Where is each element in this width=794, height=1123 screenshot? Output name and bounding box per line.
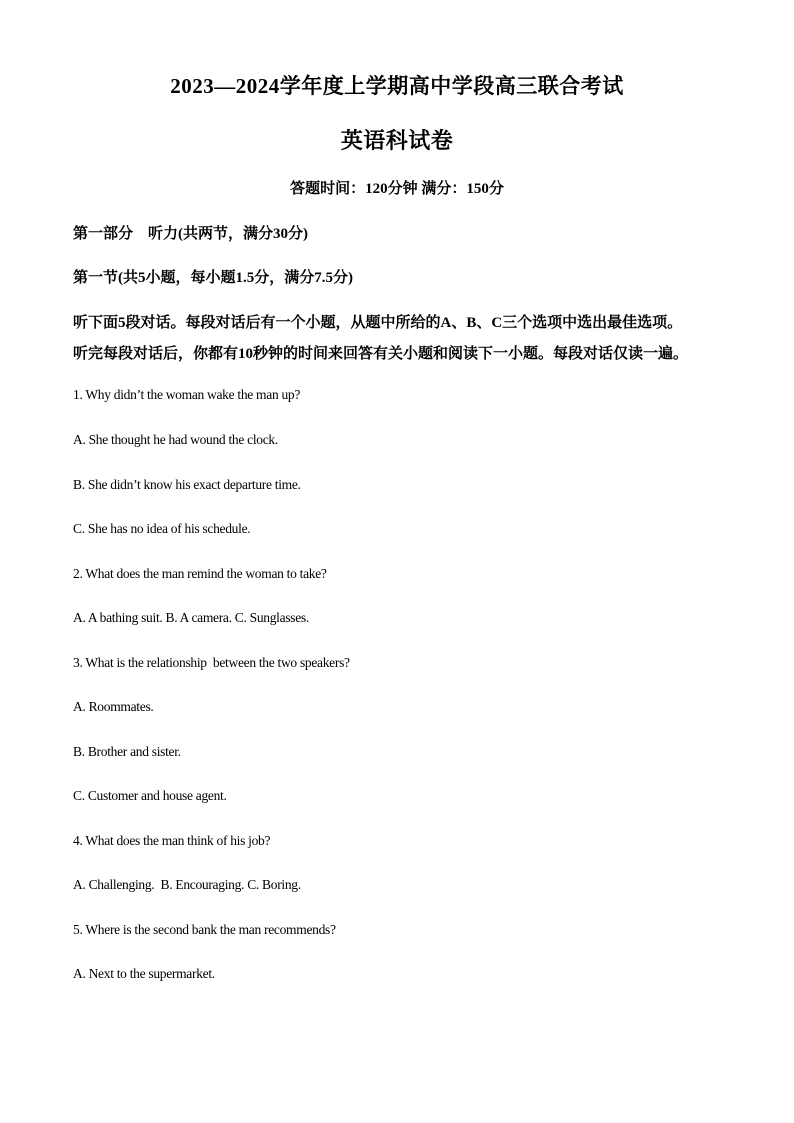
question-stem: 1. Why didn’t the woman wake the man up?: [73, 387, 301, 402]
question-option: A. Roommates.: [73, 699, 154, 714]
question-stem: 2. What does the man remind the woman to take?: [73, 566, 327, 581]
question-stem: 4. What does the man think of his job?: [73, 833, 271, 848]
exam-title: 2023—2024学年度上学期高中学段高三联合考试: [170, 74, 624, 98]
exam-time-and-score: 答题时间：120分钟 满分：150分: [290, 181, 504, 197]
question-option: B. Brother and sister.: [73, 744, 181, 759]
question-option: C. She has no idea of his schedule.: [73, 521, 251, 536]
directions-line-2: 听完每段对话后，你都有10秒钟的时间来回答有关小题和阅读下一小题。每段对话仅读一遍。: [73, 346, 689, 362]
question-stem: 3. What is the relationship between the two speakers?: [73, 655, 350, 670]
question-options-inline: A. A bathing suit. B. A camera. C. Sunglasses.: [73, 610, 309, 625]
question-option: A. She thought he had wound the clock.: [73, 432, 278, 447]
question-stem: 5. Where is the second bank the man recommends?: [73, 922, 336, 937]
question-option: A. Next to the supermarket.: [73, 966, 215, 981]
directions-line-1: 听下面5段对话。每段对话后有一个小题，从题中所给的A、B、C三个选项中选出最佳选项。: [73, 315, 683, 331]
section-one-heading: 第一节(共5小题，每小题1.5分，满分7.5分): [73, 270, 353, 286]
subject-title: 英语科试卷: [340, 128, 454, 153]
question-option: B. She didn’t know his exact departure time.: [73, 477, 301, 492]
question-option: C. Customer and house agent.: [73, 788, 227, 803]
question-options-inline: A. Challenging. B. Encouraging. C. Boring.: [73, 877, 301, 892]
part-one-heading: 第一部分 听力(共两节，满分30分): [73, 226, 308, 242]
